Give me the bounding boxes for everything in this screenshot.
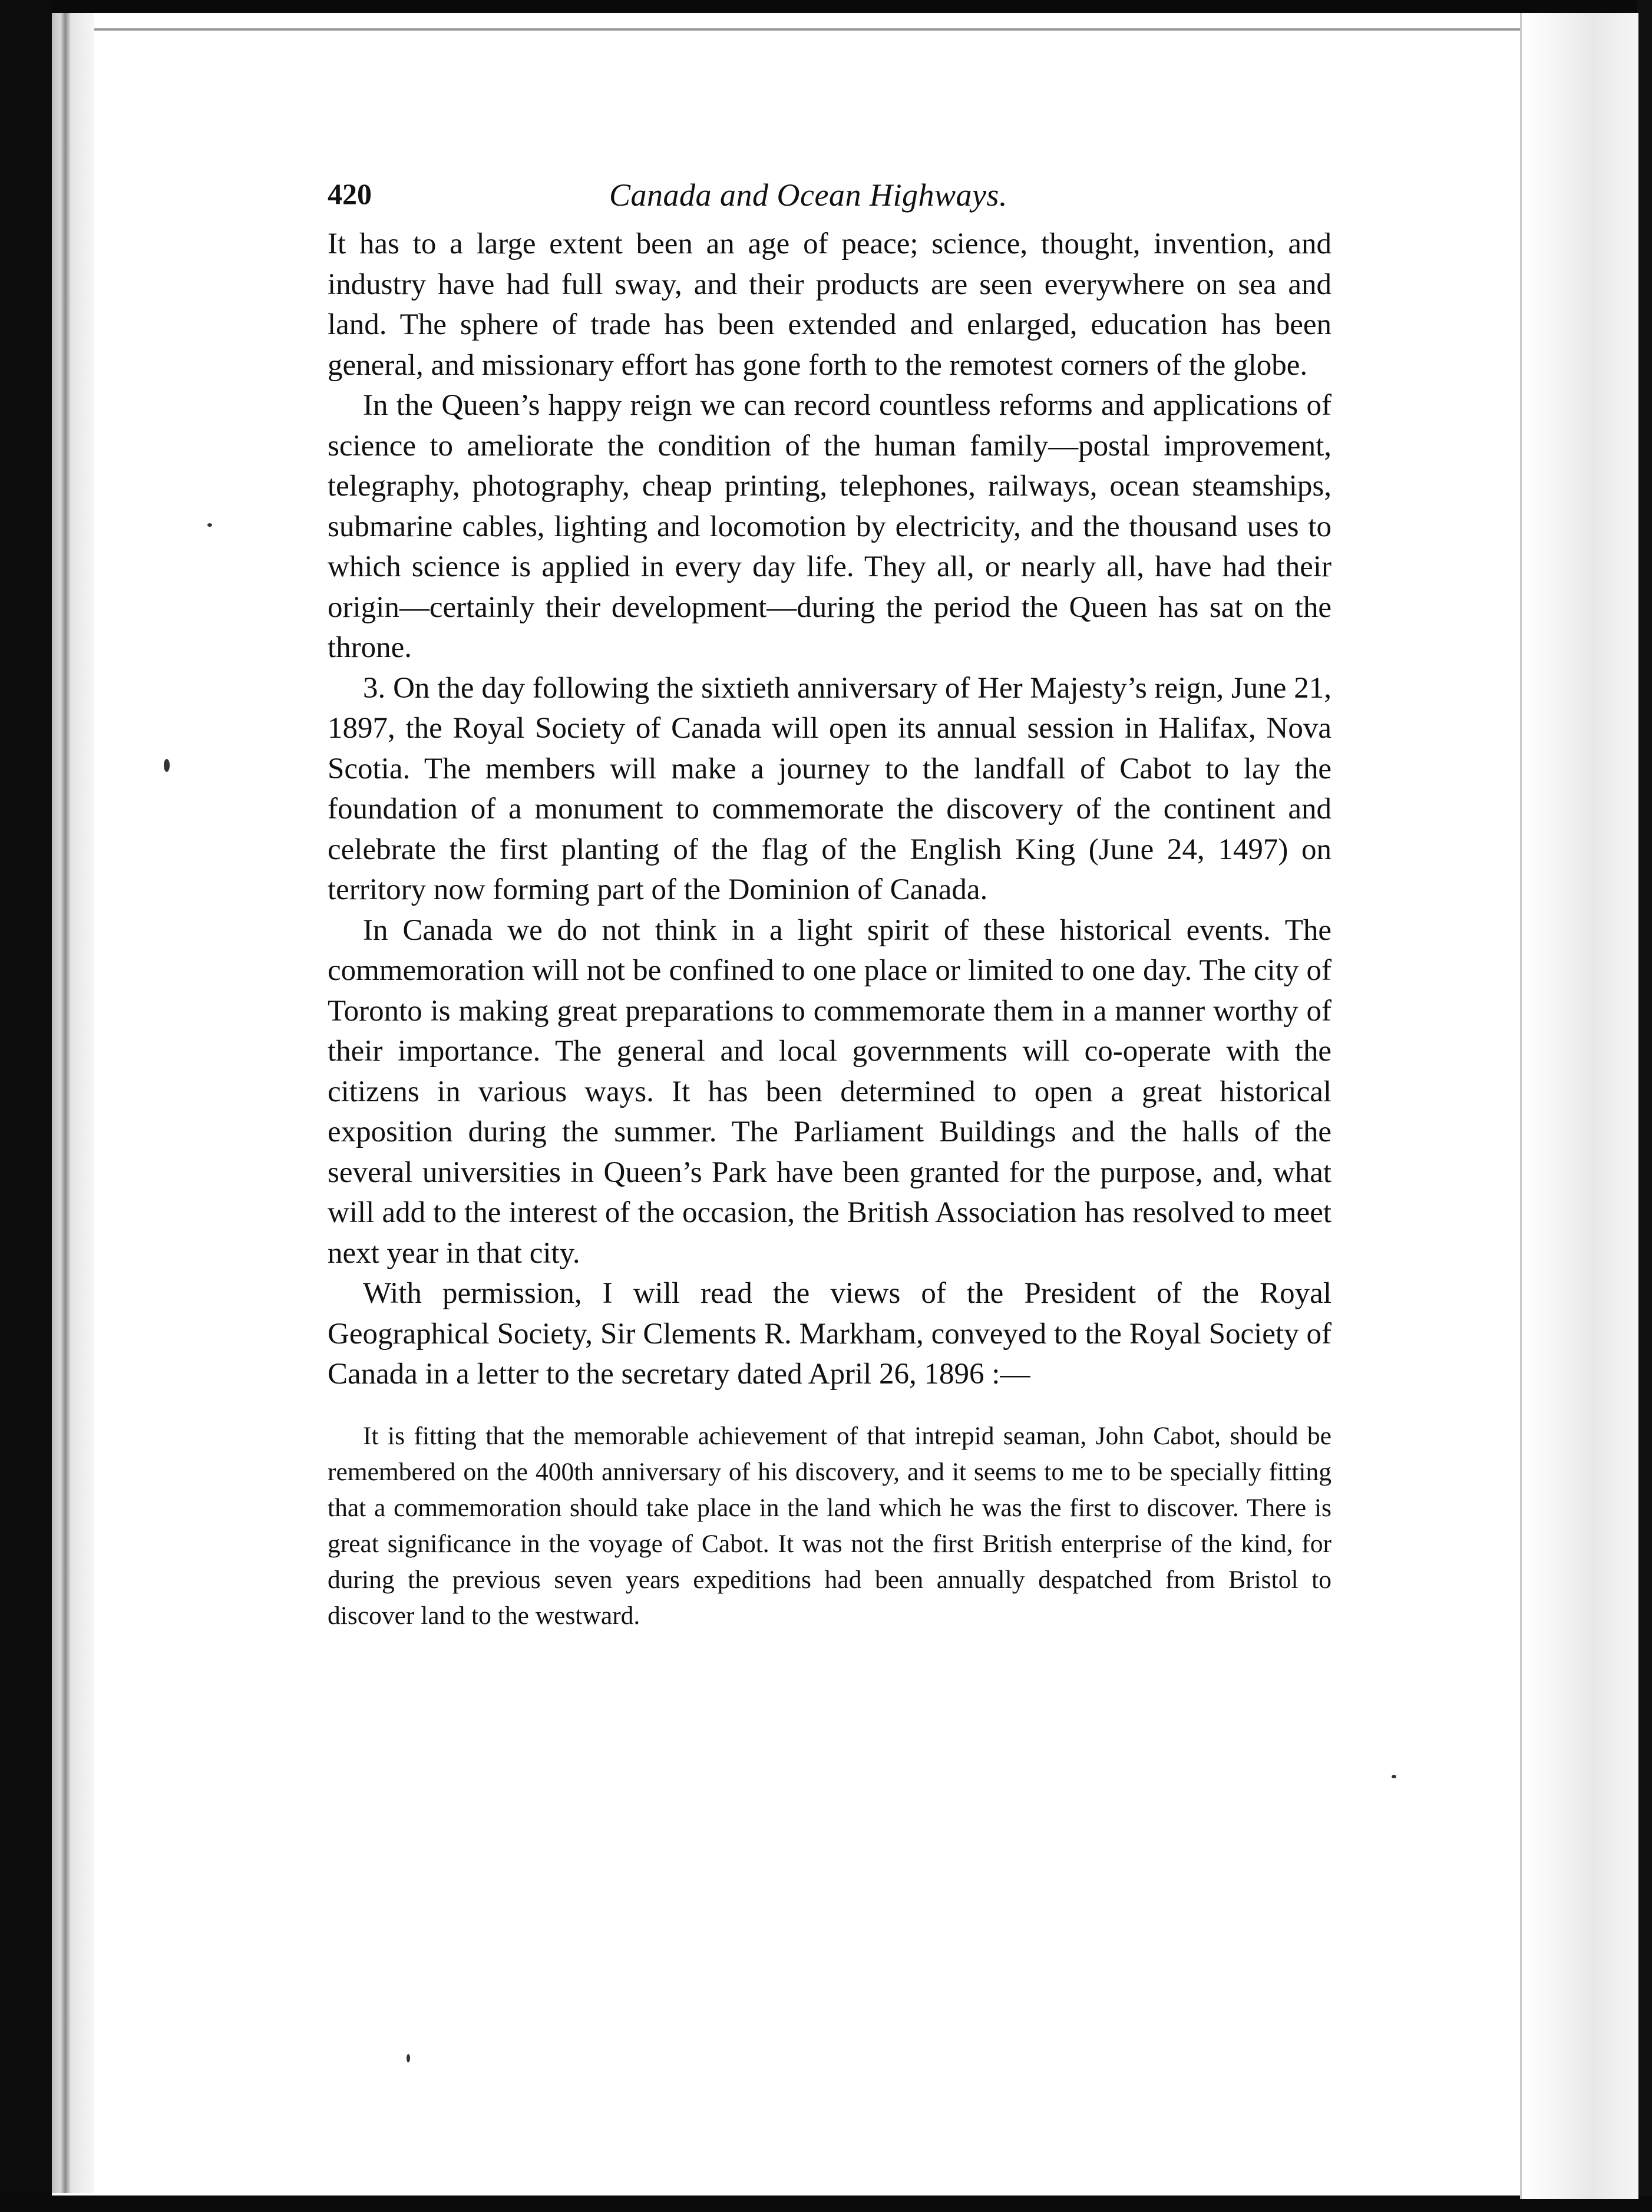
running-title: Canada and Ocean Highways. (609, 177, 1007, 213)
block-quote (328, 1418, 1331, 1634)
quote-text: It is fitting that the memorable achievement of that intrepid seaman, John Cabot, should be remembered on the 400th anniversary of his discovery, and it seems to me to be specially fitting that a commemoration should take place in the land which he was the first to discover. There is great significance in the voyage of Cabot. It was not the first British enterprise of the kind, for during the previous seven years expeditions had been annually despatched from Bristol to discover land to the westward. (328, 1421, 1331, 1630)
page-header (328, 177, 1331, 224)
scan-border-bottom (0, 2196, 1652, 2212)
scan-border-left (0, 0, 52, 2212)
body-text (328, 224, 1331, 1395)
paragraph: In Canada we do not think in a light spirit of these historical events. The commemoration will not be confined to one place or limited to one day. The city of Toronto is making great preparations to commemorate them in a manner worthy of their importance. The general and local governments will co-operate with the citizens in various ways. It has been determined to open a great historical exposition during the summer. The Parliament Buildings and the halls of the several universities in Queen’s Park have been granted for the purpose, and, what will add to the interest of the occasion, the British Association has resolved to meet next year in that city. (328, 913, 1331, 1270)
page-edge-right (1520, 13, 1638, 2199)
paragraph: With permission, I will read the views of the President of the Royal Geographical Society, Sir Clements R. Markham, conveyed to the Royal Society of Canada in a letter to the secretary dated April 26, 1896 :— (328, 1277, 1331, 1391)
paragraph: In the Queen’s happy reign we can record countless reforms and applications of science to ameliorate the condition of the human family—postal improvement, telegraphy, photography, cheap printing, telephones, railways, ocean steamships, submarine cables, lighting and locomotion by electricity, and the thousand uses to which science is applied in every day life. They all, or nearly all, have had their origin—certainly their development—during the period the Queen has sat on the throne. (328, 389, 1331, 664)
scan-border-top (0, 0, 1652, 13)
scan-speck (1392, 1775, 1396, 1778)
paragraph: It has to a large extent been an age of peace; science, thought, invention, and industry have had full sway, and their products are seen everywhere on sea and land. The sphere of trade has been extended and enlarged, education has been general, and missionary effort has gone forth to the remotest corners of the globe. (328, 227, 1331, 382)
page-number: 420 (328, 177, 372, 210)
scan-speck (407, 2054, 410, 2062)
scan-border-right (1637, 0, 1652, 2212)
scan-speck (207, 523, 212, 527)
scan-speck (164, 759, 170, 772)
paragraph: 3. On the day following the sixtieth anniversary of Her Majesty’s reign, June 21, 1897, the Royal Society of Canada will open its annual session in Halifax, Nova Scotia. The members will make a journey to the landfall of Cabot to lay the foundation of a monument to commemorate the discovery of the continent and celebrate the first planting of the flag of the English King (June 24, 1497) on territory now forming part of the Dominion of Canada. (328, 671, 1331, 906)
book-page (328, 177, 1331, 1634)
top-edge-line (94, 28, 1520, 31)
book-binding-shadow (52, 13, 94, 2193)
